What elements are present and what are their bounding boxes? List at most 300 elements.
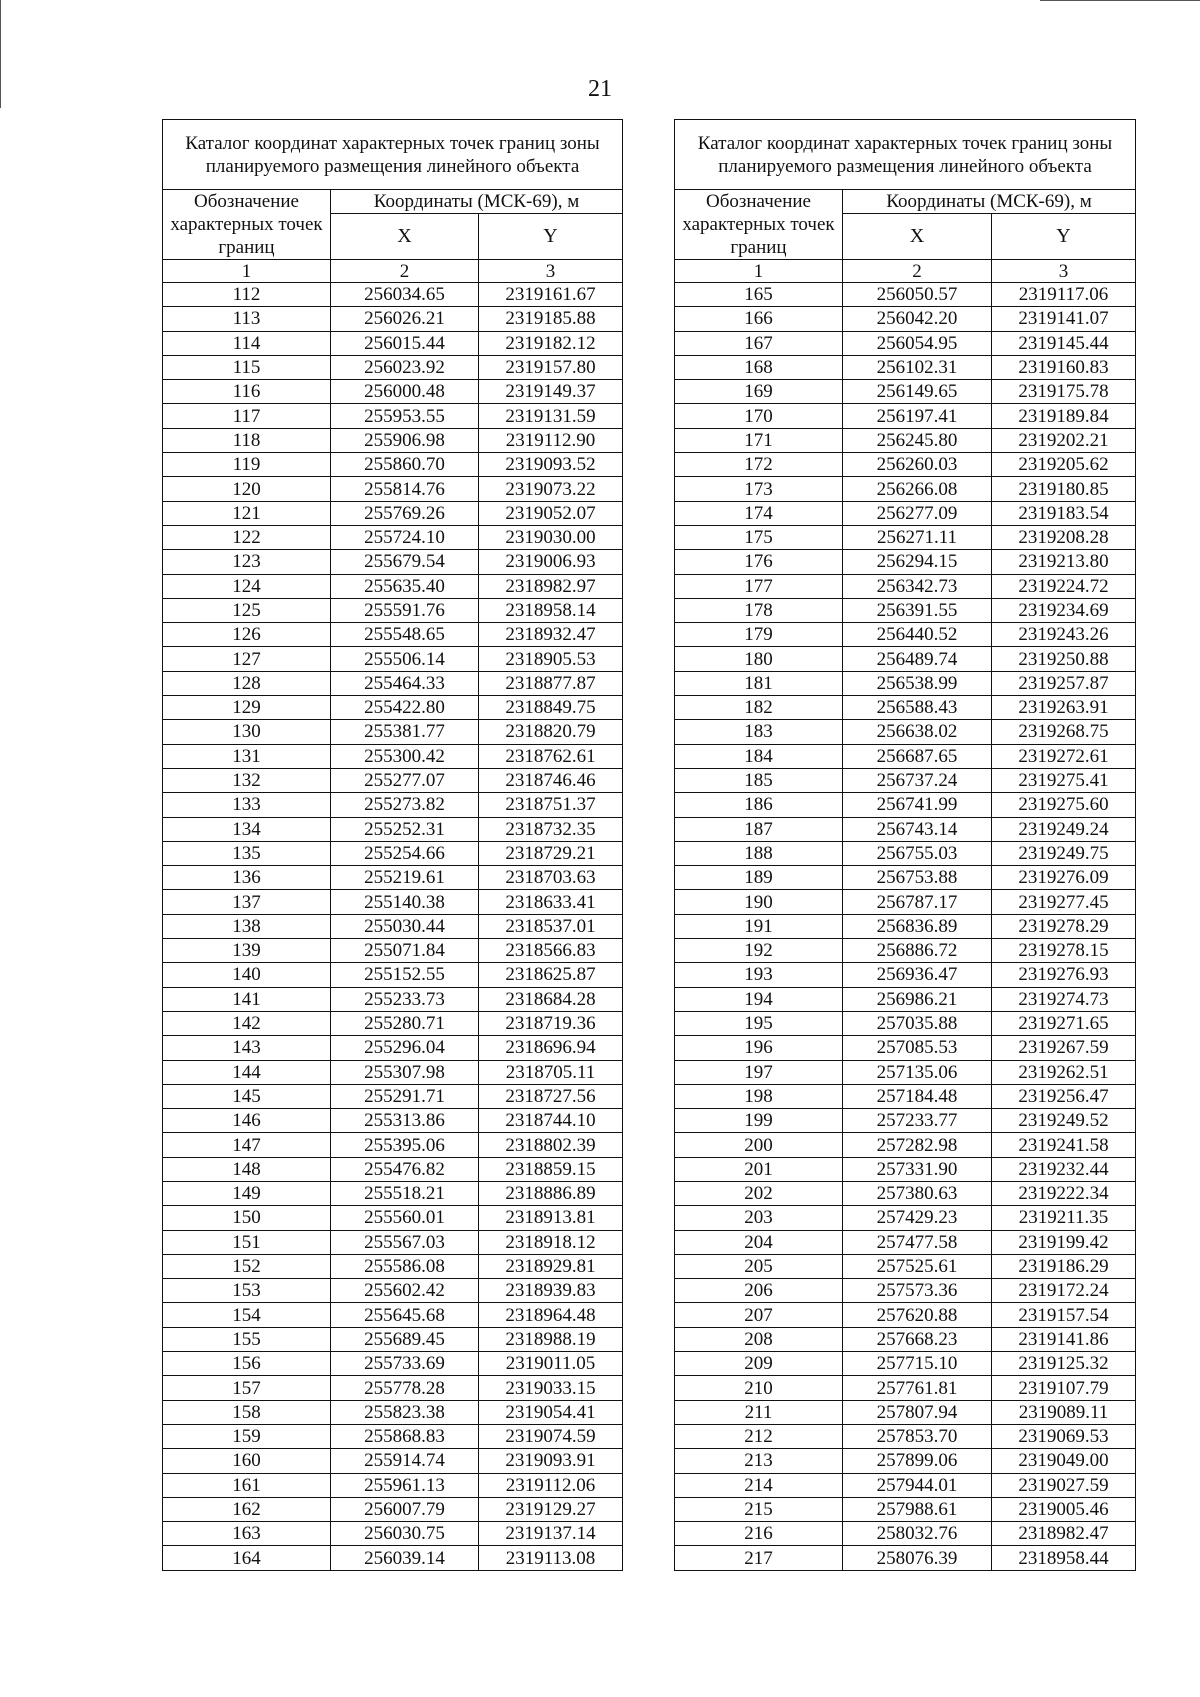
point-number-cell: 209 — [675, 1352, 843, 1376]
y-coordinate-cell: 2318744.10 — [479, 1109, 623, 1133]
table-row — [163, 1400, 623, 1424]
point-number-cell: 138 — [163, 914, 331, 938]
table-row — [163, 283, 623, 307]
table-row — [675, 1206, 1136, 1230]
column-header-coordinates: Координаты (МСК-69), м — [331, 190, 623, 214]
x-coordinate-cell: 256936.47 — [843, 963, 992, 987]
x-coordinate-cell: 256266.08 — [843, 477, 992, 501]
y-coordinate-cell: 2319272.61 — [992, 744, 1136, 768]
table-row — [675, 307, 1136, 331]
point-number-cell: 161 — [163, 1473, 331, 1497]
point-number-cell: 183 — [675, 720, 843, 744]
table-row — [163, 331, 623, 355]
point-number-cell: 120 — [163, 477, 331, 501]
table-row — [163, 574, 623, 598]
x-coordinate-cell: 257477.58 — [843, 1230, 992, 1254]
point-number-cell: 122 — [163, 525, 331, 549]
table-row — [675, 1036, 1136, 1060]
point-number-cell: 174 — [675, 501, 843, 525]
table-row — [675, 793, 1136, 817]
page-number: 21 — [588, 76, 612, 102]
x-coordinate-cell: 255506.14 — [331, 647, 479, 671]
table-row — [675, 453, 1136, 477]
point-number-cell: 186 — [675, 793, 843, 817]
table-row — [675, 477, 1136, 501]
x-coordinate-cell: 255961.13 — [331, 1473, 479, 1497]
x-coordinate-cell: 257085.53 — [843, 1036, 992, 1060]
coordinate-catalog-table-left — [162, 119, 623, 1571]
y-coordinate-cell: 2319113.08 — [479, 1546, 623, 1570]
table-row — [163, 453, 623, 477]
y-coordinate-cell: 2318625.87 — [479, 963, 623, 987]
table-row — [675, 890, 1136, 914]
y-coordinate-cell: 2319183.54 — [992, 501, 1136, 525]
x-coordinate-cell: 256755.03 — [843, 841, 992, 865]
table-row — [163, 1449, 623, 1473]
table-row — [675, 841, 1136, 865]
y-coordinate-cell: 2319145.44 — [992, 331, 1136, 355]
table-row — [163, 1206, 623, 1230]
table-body — [163, 283, 623, 1571]
x-coordinate-cell: 256030.75 — [331, 1522, 479, 1546]
table-row — [675, 1376, 1136, 1400]
y-coordinate-cell: 2318703.63 — [479, 866, 623, 890]
table-row — [163, 1181, 623, 1205]
table-row — [675, 1279, 1136, 1303]
table-row — [163, 428, 623, 452]
table-row — [163, 380, 623, 404]
y-coordinate-cell: 2319267.59 — [992, 1036, 1136, 1060]
y-coordinate-cell: 2319199.42 — [992, 1230, 1136, 1254]
y-coordinate-cell: 2319271.65 — [992, 1011, 1136, 1035]
y-coordinate-cell: 2319006.93 — [479, 550, 623, 574]
y-coordinate-cell: 2319275.41 — [992, 768, 1136, 792]
x-coordinate-cell: 255313.86 — [331, 1109, 479, 1133]
point-number-cell: 155 — [163, 1327, 331, 1351]
y-coordinate-cell: 2319073.22 — [479, 477, 623, 501]
x-coordinate-cell: 255548.65 — [331, 623, 479, 647]
y-coordinate-cell: 2318820.79 — [479, 720, 623, 744]
x-coordinate-cell: 256039.14 — [331, 1546, 479, 1570]
x-coordinate-cell: 256197.41 — [843, 404, 992, 428]
table-row — [163, 1011, 623, 1035]
x-coordinate-cell: 255300.42 — [331, 744, 479, 768]
point-number-cell: 179 — [675, 623, 843, 647]
x-coordinate-cell: 255422.80 — [331, 696, 479, 720]
table-title: Каталог координат характерных точек границ зоны планируемого размещения линейного объекта — [675, 120, 1136, 190]
table-row — [675, 283, 1136, 307]
y-coordinate-cell: 2318729.21 — [479, 841, 623, 865]
y-coordinate-cell: 2319185.88 — [479, 307, 623, 331]
point-number-cell: 153 — [163, 1279, 331, 1303]
point-number-cell: 167 — [675, 331, 843, 355]
x-coordinate-cell: 255953.55 — [331, 404, 479, 428]
x-coordinate-cell: 255586.08 — [331, 1254, 479, 1278]
point-number-cell: 200 — [675, 1133, 843, 1157]
y-coordinate-cell: 2318932.47 — [479, 623, 623, 647]
y-coordinate-cell: 2318913.81 — [479, 1206, 623, 1230]
x-coordinate-cell: 255254.66 — [331, 841, 479, 865]
table-row — [675, 963, 1136, 987]
point-number-cell: 217 — [675, 1546, 843, 1570]
scan-edge-rule — [1040, 0, 1200, 1]
point-number-cell: 189 — [675, 866, 843, 890]
x-coordinate-cell: 257761.81 — [843, 1376, 992, 1400]
x-coordinate-cell: 257380.63 — [843, 1181, 992, 1205]
x-coordinate-cell: 255140.38 — [331, 890, 479, 914]
point-number-cell: 168 — [675, 355, 843, 379]
table-row — [163, 1327, 623, 1351]
point-number-cell: 198 — [675, 1084, 843, 1108]
point-number-cell: 185 — [675, 768, 843, 792]
point-number-cell: 156 — [163, 1352, 331, 1376]
table-row — [675, 501, 1136, 525]
x-coordinate-cell: 257035.88 — [843, 1011, 992, 1035]
point-number-cell: 210 — [675, 1376, 843, 1400]
y-coordinate-cell: 2319054.41 — [479, 1400, 623, 1424]
point-number-cell: 125 — [163, 598, 331, 622]
y-coordinate-cell: 2318988.19 — [479, 1327, 623, 1351]
y-coordinate-cell: 2319137.14 — [479, 1522, 623, 1546]
table-row — [163, 987, 623, 1011]
y-coordinate-cell: 2319277.45 — [992, 890, 1136, 914]
y-coordinate-cell: 2319033.15 — [479, 1376, 623, 1400]
y-coordinate-cell: 2319205.62 — [992, 453, 1136, 477]
x-coordinate-cell: 256245.80 — [843, 428, 992, 452]
table-body — [675, 283, 1136, 1571]
y-coordinate-cell: 2319112.90 — [479, 428, 623, 452]
table-row — [675, 1303, 1136, 1327]
y-coordinate-cell: 2319222.34 — [992, 1181, 1136, 1205]
x-coordinate-cell: 255280.71 — [331, 1011, 479, 1035]
x-coordinate-cell: 255868.83 — [331, 1424, 479, 1448]
point-number-cell: 141 — [163, 987, 331, 1011]
x-coordinate-cell: 256687.65 — [843, 744, 992, 768]
x-coordinate-cell: 256753.88 — [843, 866, 992, 890]
table-row — [163, 1279, 623, 1303]
y-coordinate-cell: 2319180.85 — [992, 477, 1136, 501]
y-coordinate-cell: 2319243.26 — [992, 623, 1136, 647]
point-number-cell: 203 — [675, 1206, 843, 1230]
x-coordinate-cell: 257988.61 — [843, 1497, 992, 1521]
x-coordinate-cell: 255560.01 — [331, 1206, 479, 1230]
table-row — [675, 744, 1136, 768]
point-number-cell: 113 — [163, 307, 331, 331]
table-row — [163, 307, 623, 331]
point-number-cell: 215 — [675, 1497, 843, 1521]
table-row — [163, 1060, 623, 1084]
point-number-cell: 137 — [163, 890, 331, 914]
y-coordinate-cell: 2319157.80 — [479, 355, 623, 379]
x-coordinate-cell: 257807.94 — [843, 1400, 992, 1424]
table-row — [163, 1254, 623, 1278]
point-number-cell: 195 — [675, 1011, 843, 1035]
table-row — [675, 696, 1136, 720]
y-coordinate-cell: 2319069.53 — [992, 1424, 1136, 1448]
y-coordinate-cell: 2319161.67 — [479, 283, 623, 307]
y-coordinate-cell: 2318982.97 — [479, 574, 623, 598]
x-coordinate-cell: 255724.10 — [331, 525, 479, 549]
point-number-cell: 119 — [163, 453, 331, 477]
x-coordinate-cell: 255645.68 — [331, 1303, 479, 1327]
point-number-cell: 127 — [163, 647, 331, 671]
x-coordinate-cell: 255464.33 — [331, 671, 479, 695]
point-number-cell: 171 — [675, 428, 843, 452]
y-coordinate-cell: 2319172.24 — [992, 1279, 1136, 1303]
column-header-x: X — [331, 213, 479, 259]
x-coordinate-cell: 257233.77 — [843, 1109, 992, 1133]
y-coordinate-cell: 2318727.56 — [479, 1084, 623, 1108]
point-number-cell: 121 — [163, 501, 331, 525]
x-coordinate-cell: 256743.14 — [843, 817, 992, 841]
point-number-cell: 128 — [163, 671, 331, 695]
y-coordinate-cell: 2319125.32 — [992, 1352, 1136, 1376]
y-coordinate-cell: 2319129.27 — [479, 1497, 623, 1521]
point-number-cell: 170 — [675, 404, 843, 428]
table-row — [163, 1546, 623, 1570]
x-coordinate-cell: 255679.54 — [331, 550, 479, 574]
column-number-1: 1 — [675, 260, 843, 283]
x-coordinate-cell: 255635.40 — [331, 574, 479, 598]
x-coordinate-cell: 255602.42 — [331, 1279, 479, 1303]
y-coordinate-cell: 2318939.83 — [479, 1279, 623, 1303]
column-number-3: 3 — [992, 260, 1136, 283]
y-coordinate-cell: 2319141.86 — [992, 1327, 1136, 1351]
point-number-cell: 202 — [675, 1181, 843, 1205]
point-number-cell: 148 — [163, 1157, 331, 1181]
point-number-cell: 151 — [163, 1230, 331, 1254]
x-coordinate-cell: 255252.31 — [331, 817, 479, 841]
table-row — [675, 1497, 1136, 1521]
table-row — [163, 623, 623, 647]
table-row — [163, 1473, 623, 1497]
x-coordinate-cell: 256054.95 — [843, 331, 992, 355]
x-coordinate-cell: 255914.74 — [331, 1449, 479, 1473]
point-number-cell: 150 — [163, 1206, 331, 1230]
point-number-cell: 213 — [675, 1449, 843, 1473]
point-number-cell: 116 — [163, 380, 331, 404]
x-coordinate-cell: 256342.73 — [843, 574, 992, 598]
point-number-cell: 146 — [163, 1109, 331, 1133]
y-coordinate-cell: 2318746.46 — [479, 768, 623, 792]
point-number-cell: 172 — [675, 453, 843, 477]
table-row — [163, 866, 623, 890]
table-row — [675, 1060, 1136, 1084]
x-coordinate-cell: 257135.06 — [843, 1060, 992, 1084]
point-number-cell: 181 — [675, 671, 843, 695]
table-row — [163, 696, 623, 720]
point-number-cell: 147 — [163, 1133, 331, 1157]
y-coordinate-cell: 2319224.72 — [992, 574, 1136, 598]
coordinate-catalog-table-right — [674, 119, 1136, 1571]
point-number-cell: 130 — [163, 720, 331, 744]
point-number-cell: 197 — [675, 1060, 843, 1084]
y-coordinate-cell: 2318849.75 — [479, 696, 623, 720]
table-row — [675, 1449, 1136, 1473]
y-coordinate-cell: 2318802.39 — [479, 1133, 623, 1157]
x-coordinate-cell: 256836.89 — [843, 914, 992, 938]
point-number-cell: 206 — [675, 1279, 843, 1303]
column-number-2: 2 — [331, 260, 479, 283]
x-coordinate-cell: 256260.03 — [843, 453, 992, 477]
column-header-coordinates: Координаты (МСК-69), м — [843, 190, 1136, 214]
table-row — [163, 1157, 623, 1181]
point-number-cell: 149 — [163, 1181, 331, 1205]
point-number-cell: 191 — [675, 914, 843, 938]
point-number-cell: 163 — [163, 1522, 331, 1546]
table-row — [675, 525, 1136, 549]
column-header-y: Y — [992, 213, 1136, 259]
y-coordinate-cell: 2319249.52 — [992, 1109, 1136, 1133]
point-number-cell: 157 — [163, 1376, 331, 1400]
x-coordinate-cell: 256440.52 — [843, 623, 992, 647]
table-row — [675, 355, 1136, 379]
x-coordinate-cell: 255030.44 — [331, 914, 479, 938]
point-number-cell: 126 — [163, 623, 331, 647]
x-coordinate-cell: 255860.70 — [331, 453, 479, 477]
y-coordinate-cell: 2319256.47 — [992, 1084, 1136, 1108]
x-coordinate-cell: 255277.07 — [331, 768, 479, 792]
x-coordinate-cell: 256886.72 — [843, 939, 992, 963]
y-coordinate-cell: 2319117.06 — [992, 283, 1136, 307]
y-coordinate-cell: 2319278.15 — [992, 939, 1136, 963]
y-coordinate-cell: 2319208.28 — [992, 525, 1136, 549]
column-header-y: Y — [479, 213, 623, 259]
table-row — [675, 1011, 1136, 1035]
y-coordinate-cell: 2318886.89 — [479, 1181, 623, 1205]
x-coordinate-cell: 255814.76 — [331, 477, 479, 501]
table-row — [675, 1254, 1136, 1278]
y-coordinate-cell: 2319093.91 — [479, 1449, 623, 1473]
table-row — [163, 1352, 623, 1376]
y-coordinate-cell: 2319234.69 — [992, 598, 1136, 622]
point-number-cell: 159 — [163, 1424, 331, 1448]
column-header-designation: Обозначение характерных точек границ — [675, 190, 843, 260]
point-number-cell: 123 — [163, 550, 331, 574]
y-coordinate-cell: 2319030.00 — [479, 525, 623, 549]
table-row — [675, 574, 1136, 598]
x-coordinate-cell: 255273.82 — [331, 793, 479, 817]
table-row — [163, 939, 623, 963]
point-number-cell: 142 — [163, 1011, 331, 1035]
x-coordinate-cell: 256149.65 — [843, 380, 992, 404]
y-coordinate-cell: 2319278.29 — [992, 914, 1136, 938]
point-number-cell: 164 — [163, 1546, 331, 1570]
column-number-2: 2 — [843, 260, 992, 283]
table-row — [163, 525, 623, 549]
x-coordinate-cell: 255567.03 — [331, 1230, 479, 1254]
table-row — [675, 939, 1136, 963]
x-coordinate-cell: 256489.74 — [843, 647, 992, 671]
x-coordinate-cell: 255591.76 — [331, 598, 479, 622]
table-row — [163, 1376, 623, 1400]
x-coordinate-cell: 257331.90 — [843, 1157, 992, 1181]
x-coordinate-cell: 255152.55 — [331, 963, 479, 987]
point-number-cell: 211 — [675, 1400, 843, 1424]
y-coordinate-cell: 2319107.79 — [992, 1376, 1136, 1400]
point-number-cell: 175 — [675, 525, 843, 549]
point-number-cell: 177 — [675, 574, 843, 598]
point-number-cell: 216 — [675, 1522, 843, 1546]
point-number-cell: 131 — [163, 744, 331, 768]
y-coordinate-cell: 2319005.46 — [992, 1497, 1136, 1521]
table-row — [675, 1157, 1136, 1181]
y-coordinate-cell: 2319160.83 — [992, 355, 1136, 379]
x-coordinate-cell: 255071.84 — [331, 939, 479, 963]
y-coordinate-cell: 2318762.61 — [479, 744, 623, 768]
table-row — [163, 1230, 623, 1254]
y-coordinate-cell: 2319189.84 — [992, 404, 1136, 428]
table-row — [675, 1181, 1136, 1205]
x-coordinate-cell: 256042.20 — [843, 307, 992, 331]
x-coordinate-cell: 257899.06 — [843, 1449, 992, 1473]
x-coordinate-cell: 255291.71 — [331, 1084, 479, 1108]
point-number-cell: 169 — [675, 380, 843, 404]
point-number-cell: 139 — [163, 939, 331, 963]
y-coordinate-cell: 2319276.93 — [992, 963, 1136, 987]
point-number-cell: 114 — [163, 331, 331, 355]
y-coordinate-cell: 2319175.78 — [992, 380, 1136, 404]
x-coordinate-cell: 256000.48 — [331, 380, 479, 404]
x-coordinate-cell: 256015.44 — [331, 331, 479, 355]
point-number-cell: 184 — [675, 744, 843, 768]
x-coordinate-cell: 255769.26 — [331, 501, 479, 525]
table-row — [163, 1036, 623, 1060]
point-number-cell: 158 — [163, 1400, 331, 1424]
column-header-x: X — [843, 213, 992, 259]
x-coordinate-cell: 257715.10 — [843, 1352, 992, 1376]
table-row — [675, 671, 1136, 695]
table-row — [675, 1473, 1136, 1497]
x-coordinate-cell: 256271.11 — [843, 525, 992, 549]
point-number-cell: 214 — [675, 1473, 843, 1497]
table-row — [163, 1424, 623, 1448]
y-coordinate-cell: 2318964.48 — [479, 1303, 623, 1327]
x-coordinate-cell: 255219.61 — [331, 866, 479, 890]
y-coordinate-cell: 2319263.91 — [992, 696, 1136, 720]
y-coordinate-cell: 2319089.11 — [992, 1400, 1136, 1424]
table-row — [675, 647, 1136, 671]
y-coordinate-cell: 2319249.75 — [992, 841, 1136, 865]
table-row — [163, 404, 623, 428]
point-number-cell: 166 — [675, 307, 843, 331]
point-number-cell: 133 — [163, 793, 331, 817]
x-coordinate-cell: 256538.99 — [843, 671, 992, 695]
y-coordinate-cell: 2318732.35 — [479, 817, 623, 841]
table-row — [163, 793, 623, 817]
y-coordinate-cell: 2318537.01 — [479, 914, 623, 938]
x-coordinate-cell: 257620.88 — [843, 1303, 992, 1327]
x-coordinate-cell: 256277.09 — [843, 501, 992, 525]
y-coordinate-cell: 2318958.14 — [479, 598, 623, 622]
table-row — [675, 1400, 1136, 1424]
point-number-cell: 144 — [163, 1060, 331, 1084]
point-number-cell: 136 — [163, 866, 331, 890]
y-coordinate-cell: 2318566.83 — [479, 939, 623, 963]
point-number-cell: 135 — [163, 841, 331, 865]
x-coordinate-cell: 255518.21 — [331, 1181, 479, 1205]
point-number-cell: 201 — [675, 1157, 843, 1181]
x-coordinate-cell: 255395.06 — [331, 1133, 479, 1157]
x-coordinate-cell: 258032.76 — [843, 1522, 992, 1546]
table-row — [163, 1303, 623, 1327]
table-row — [675, 1352, 1136, 1376]
y-coordinate-cell: 2319093.52 — [479, 453, 623, 477]
x-coordinate-cell: 257853.70 — [843, 1424, 992, 1448]
point-number-cell: 207 — [675, 1303, 843, 1327]
table-row — [163, 890, 623, 914]
point-number-cell: 115 — [163, 355, 331, 379]
